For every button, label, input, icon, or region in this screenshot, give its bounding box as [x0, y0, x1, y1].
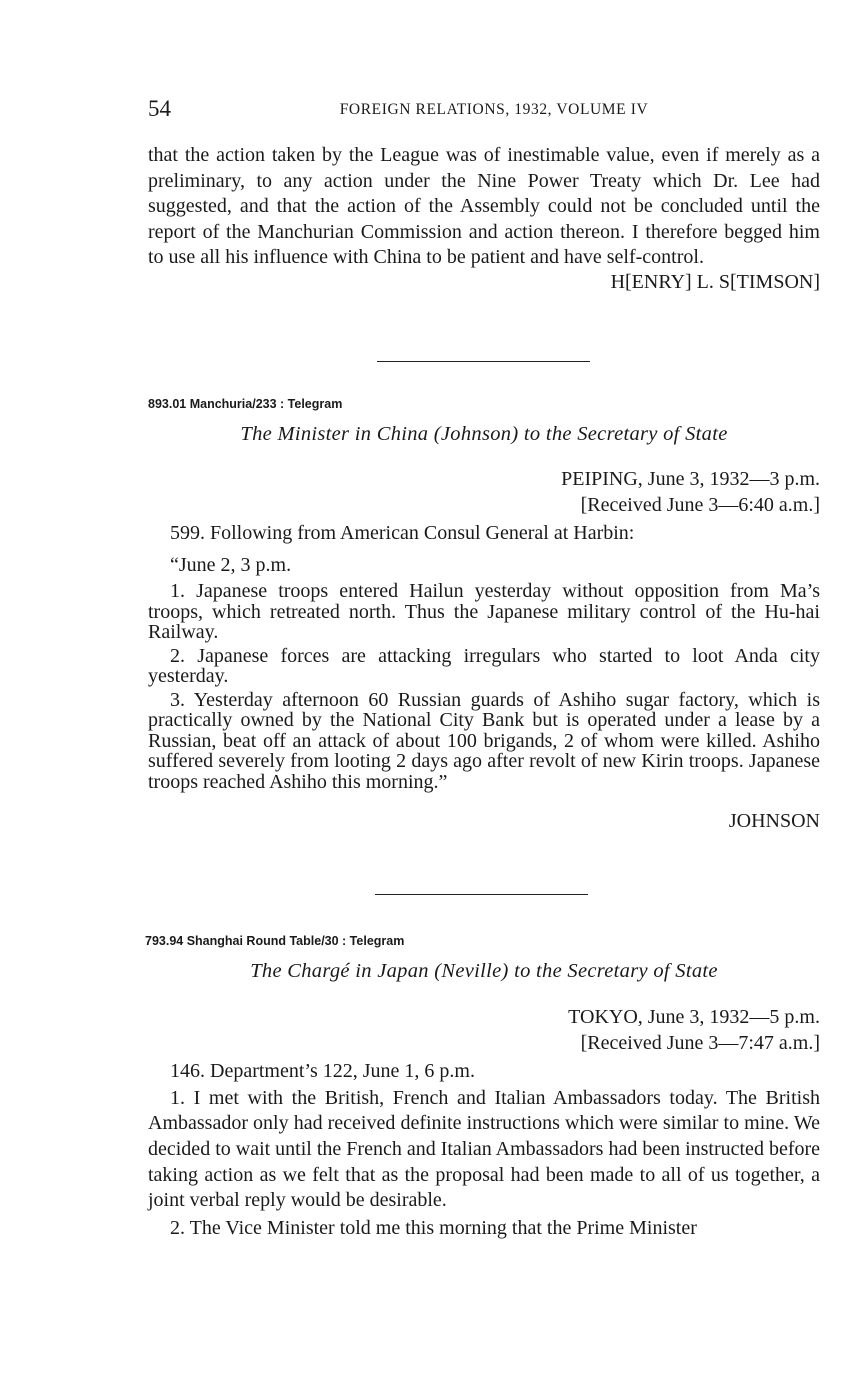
page-number: 54	[148, 96, 171, 121]
received-2: [Received June 3—7:47 a.m.]	[580, 1031, 820, 1054]
dateline-1	[148, 467, 820, 493]
quoted-telegram	[148, 555, 820, 793]
document-2	[145, 934, 821, 1241]
document-title-1: The Minister in China (Johnson) to the Secretary of State	[240, 423, 728, 445]
dateline-2	[148, 1005, 820, 1031]
section-divider-1	[377, 361, 590, 362]
johnson-signature: JOHNSON	[728, 810, 820, 833]
paragraph-1: 1. I met with the British, French and Italian Ambassadors today. The British Ambassador only had received definite instructions which were similar to mine. We decided to wait until the French and Italian Ambassadors had been instructed before taking action as we felt that as the proposal had been made to all of us together, a joint verbal reply would be desirable.	[148, 1086, 821, 1212]
file-reference-1: 893.01 Manchuria/233 : Telegram	[148, 397, 343, 411]
paragraph-2: 2. The Vice Minister told me this morning that the Prime Minister	[170, 1216, 697, 1239]
file-reference-2: 793.94 Shanghai Round Table/30 : Telegram	[145, 934, 405, 948]
dateline-text-2: TOKYO, June 3, 1932—5 p.m.	[568, 1006, 820, 1028]
quote-date: “June 2, 3 p.m.	[170, 553, 292, 576]
running-title: FOREIGN RELATIONS, 1932, VOLUME IV	[339, 101, 649, 118]
telegram-opening-1: 599. Following from American Consul General at Harbin:	[170, 522, 635, 545]
dateline-text-1: PEIPING, June 3, 1932—3 p.m.	[561, 468, 820, 490]
stimson-signature: H[ENRY] L. S[TIMSON]	[610, 270, 820, 293]
document-1	[148, 397, 820, 835]
continuation-paragraph: that the action taken by the League was of inestimable value, even if merely as a preliminary, to any action under the Nine Power Treaty which Dr. Lee had suggested, and that the action of the Assembly could not be concluded until the report of the Manchurian Commission and action thereon. I therefore begged him to use all his influence with China to be patient and have self-control.	[148, 144, 820, 269]
quote-item-1: 1. Japanese troops entered Hailun yesterday without opposition from Ma’s troops, which retreated north. Thus the Japanese military control of the Hu-hai Railway.	[148, 580, 820, 644]
received-1: [Received June 3—6:40 a.m.]	[580, 493, 820, 516]
quote-item-3: 3. Yesterday afternoon 60 Russian guards of Ashiho sugar factory, which is practically owned by the National City Bank but is operated under a lease by a Russian, beat off an attack of about 100 brigands, 2 of whom were killed. Ashiho suffered severely from looting 2 days ago after revolt of new Kirin troops. Japanese troops reached Ashiho this morning.”	[148, 688, 820, 793]
continuation-section	[148, 143, 820, 296]
telegram-opening-2: 146. Department’s 122, June 1, 6 p.m.	[170, 1060, 475, 1083]
section-divider-2	[375, 894, 588, 895]
quote-item-2: 2. Japanese forces are attacking irregulars who started to loot Anda city yesterday.	[148, 644, 820, 688]
document-title-2: The Chargé in Japan (Neville) to the Secretary of State	[250, 960, 718, 982]
page-header	[148, 96, 820, 126]
